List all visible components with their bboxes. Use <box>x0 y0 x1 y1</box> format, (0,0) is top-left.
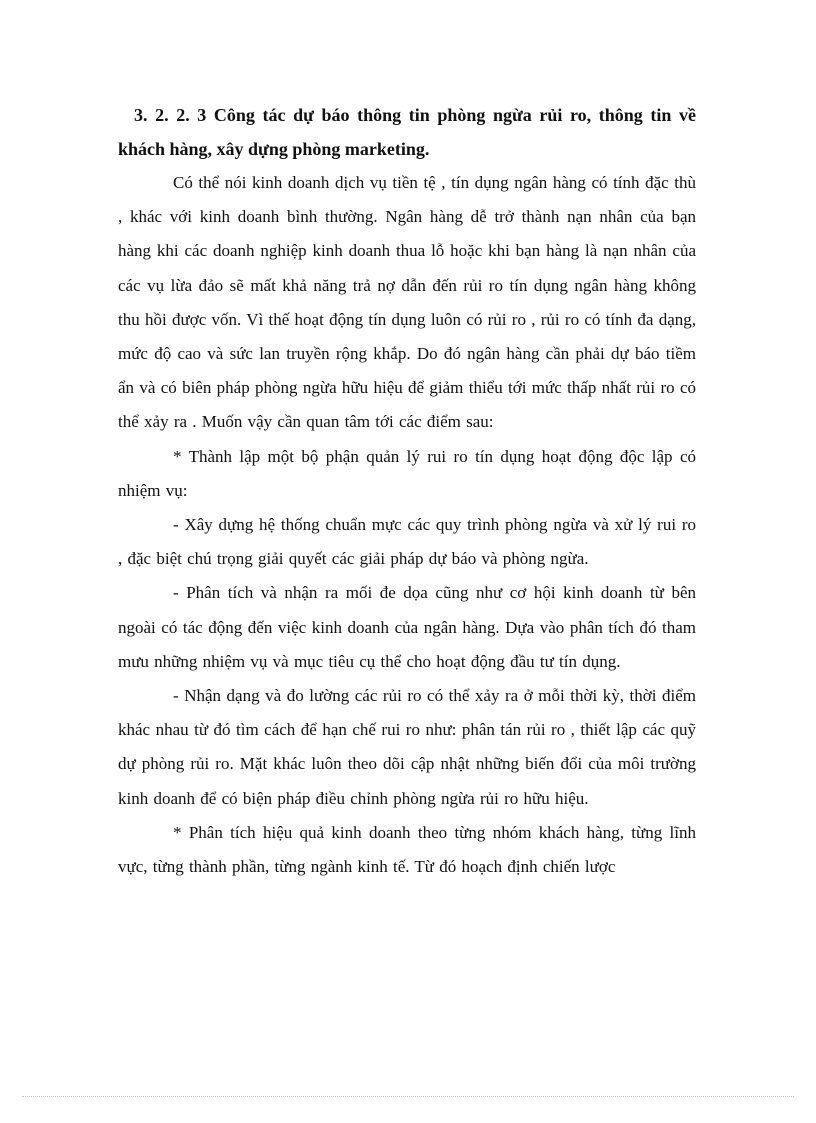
paragraph-efficiency: * Phân tích hiệu quả kinh doanh theo từng nhóm khách hàng, từng lĩnh vực, từng thành phần, từng ngành kinh tế. Từ đó hoạch định chiến lược <box>118 822 696 877</box>
document-page <box>118 98 696 884</box>
paragraph-standards: - Xây dựng hệ thống chuẩn mực các quy trình phòng ngừa và xử lý rui ro , đặc biệt chú trọng giải quyết các giải pháp dự báo và phòng ngừa. <box>118 515 696 569</box>
page-bottom-divider <box>22 1096 794 1097</box>
paragraph-intro: Có thể nói kinh doanh dịch vụ tiền tệ , tín dụng ngân hàng có tính đặc thù , khác với kinh doanh bình thường. Ngân hàng dễ trở thành nạn nhân của bạn hàng khi các doanh nghiệp kinh doanh thua lỗ hoặc khi bạn hàng là nạn nhân của các vụ lừa đảo sẽ mất khả năng trả nợ dẫn đến rủi ro tín dụng ngân hàng không thu hồi được vốn. Vì thế hoạt động tín dụng luôn có rủi ro , rủi ro có tính đa dạng, mức độ cao và sức lan truyền rộng khắp. Do đó ngân hàng cần phải dự báo tiềm ẩn và có biên pháp phòng ngừa hữu hiệu để giảm thiểu tới mức thấp nhất rủi ro có thể xảy ra . Muốn vậy cần quan tâm tới các điểm sau: <box>118 173 696 432</box>
paragraph-identify-risks: - Nhận dạng và đo lường các rủi ro có thể xảy ra ở mỗi thời kỳ, thời điểm khác nhau từ đó tìm cách để hạn chế rui ro như: phân tán rủi ro , thiết lập các quỹ dự phòng rủi ro. Mặt khác luôn theo dõi cập nhật những biến đổi của môi trường kinh doanh để có biện pháp điều chỉnh phòng ngừa rủi ro hữu hiệu. <box>118 686 696 808</box>
section-heading: 3. 2. 2. 3 Công tác dự báo thông tin phòng ngừa rủi ro, thông tin về khách hàng, xây dựng phòng marketing. <box>118 105 696 159</box>
paragraph-analysis: - Phân tích và nhận ra mối đe dọa cũng như cơ hội kinh doanh từ bên ngoài có tác động đến việc kinh doanh của ngân hàng. Dựa vào phân tích đó tham mưu những nhiệm vụ và mục tiêu cụ thể cho hoạt động đầu tư tín dụng. <box>118 583 696 671</box>
paragraph-risk-unit: * Thành lập một bộ phận quản lý rui ro tín dụng hoạt động độc lập có nhiệm vụ: <box>118 446 696 500</box>
